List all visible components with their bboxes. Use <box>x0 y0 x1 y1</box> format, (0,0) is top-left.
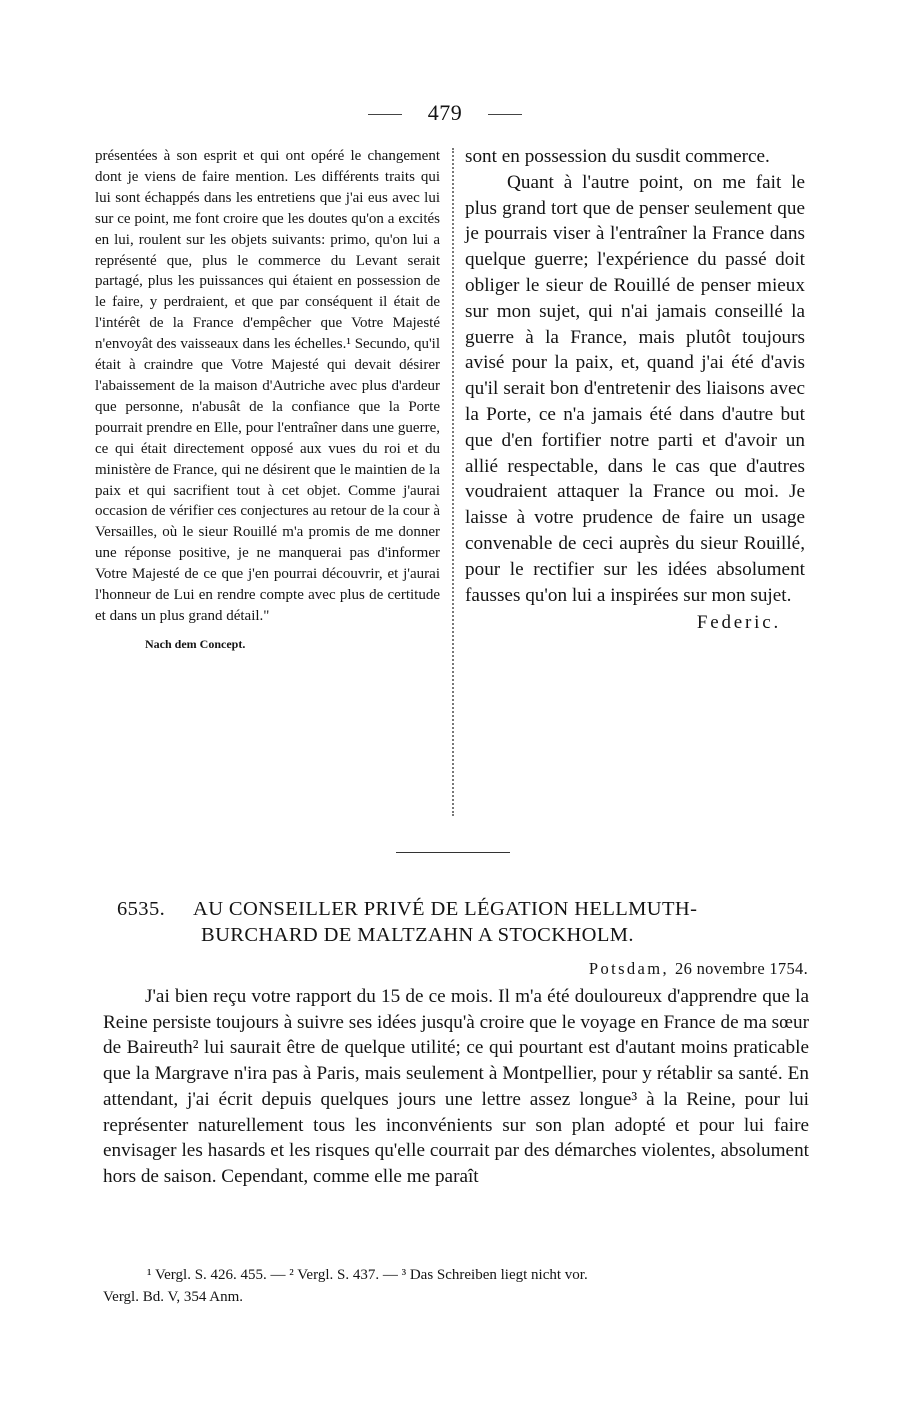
section-rule <box>396 852 510 853</box>
letter-body <box>103 984 809 1190</box>
column-divider <box>452 148 454 816</box>
right-paragraph-2: Quant à l'autre point, on me fait le plus grand tort que de penser seulement que je pourrais viser à l'entraîner la France dans quelque guerre; l'expérience du passé doit obliger le sieur de Rouillé de penser mieux sur mon sujet, qui n'ai jamais conseillé la guerre à la France, mais plutôt toujours avisé pour la paix, et, quand j'ai été d'avis qu'il serait bon d'entretenir des liaisons avec la Porte, ce n'a jamais été dans d'autre but que d'en fortifier notre parti et d'avoir un allié respectable, dans le cas que d'autres voudraient attaquer la France ou moi. Je laisse à votre prudence de faire un usage convenable de ceci auprès du sieur Rouillé, pour le rectifier sur les idées absolument fausses qu'on lui a inspirées sur mon sujet. <box>465 171 805 606</box>
letter-body-paragraph: J'ai bien reçu votre rapport du 15 de ce mois. Il m'a été douloureux d'apprendre que la Reine persiste toujours à suivre ses idées jusqu'à croire que le voyage en France de ma sœur de Baireuth² lui saurait être de quelque utilité; ce qui pourtant est d'autant moins praticable que la Margrave n'ira pas à Paris, mais seulement à Montpellier, pour y rétablir sa santé. En attendant, j'ai écrit depuis quelques jours une lettre assez longue³ à la Reine, pour lui représenter naturellement tous les inconvénients sur son plan adopté et pour lui faire envisager les hasards et les risques qu'elle courrait par des démarches violentes, absolument hors de saison. Cependant, comme elle me paraît <box>103 986 809 1187</box>
dateline-place: Potsdam, <box>588 959 670 978</box>
footnote-line-2: Vergl. Bd. V, 354 Anm. <box>103 1289 244 1305</box>
footnotes <box>103 1264 809 1308</box>
dateline <box>0 959 808 979</box>
left-column <box>95 146 440 652</box>
page-number: 479 <box>427 100 463 125</box>
source-note: Nach dem Concept. <box>145 636 246 651</box>
page-header <box>0 100 900 132</box>
signature: Federic. <box>696 612 781 634</box>
right-paragraph-1: sont en possession du susdit commerce. <box>465 146 770 167</box>
left-column-text: présentées à son esprit et qui ont opéré le changement dont je viens de faire mention. Les différents traits qui lui sont échappés dans les entretiens que j'ai eus avec lui sur ce point, me font croire que les doutes qu'on a excités en lui, roulent sur les objets suivants: primo, qu'on lui a représenté que, plus le commerce du Levant serait partagé, plus les puissances qui étaient en possession de le faire, y perdraient, et que par conséquent il était de l'intérêt de la France d'empêcher que Votre Majesté n'envoyât des vaisseaux dans les échelles.¹ Secundo, qu'il était à craindre que Votre Majesté qui devait désirer l'abaissement de la maison d'Autriche avec plus d'ardeur que personne, n'abusât de la confiance que la Porte pourrait prendre en Elle, pour l'entraîner dans une guerre, ce qui était directement opposé aux vues du roi et du ministère de France, qui ne désirent que le maintien de la paix et qui sacrifient tout à cet objet. Comme j'aurai occasion de vérifier ces conjectures au retour de la cour à Versailles, où le sieur Rouillé m'a promis de me donner une réponse positive, je ne manquerai pas d'informer Votre Majesté de ce que j'en pourrai découvrir, et j'aurai l'honneur de Lui en rendre compte avec plus de certitude et dans un plus grand détail." <box>95 148 440 624</box>
heading-text-1: AU CONSEILLER PRIVÉ DE LÉGATION HELLMUTH- <box>193 898 698 920</box>
dateline-date: 26 novembre 1754. <box>675 959 808 978</box>
footnote-line-1: ¹ Vergl. S. 426. 455. — ² Vergl. S. 437. — ³ Das Schreiben liegt nicht vor. <box>147 1267 588 1283</box>
heading-line-2: BURCHARD DE MALTZAHN A STOCKHOLM. <box>201 924 634 946</box>
letter-number: 6535. <box>117 898 166 920</box>
header-dash-right <box>488 114 522 115</box>
heading-line-1 <box>117 896 807 922</box>
right-column <box>465 144 805 634</box>
header-dash-left <box>368 114 402 115</box>
letter-heading <box>117 896 807 948</box>
